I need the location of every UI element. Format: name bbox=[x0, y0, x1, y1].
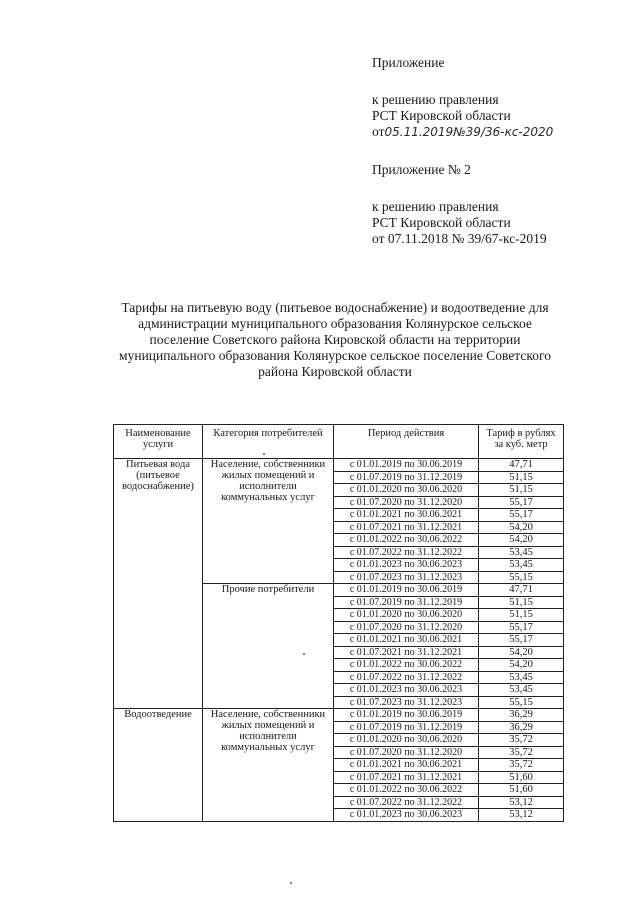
consumer-category: Население, собственники жилых помещений и исполнители коммунальных услуг bbox=[203, 459, 334, 584]
tariff-value: 54,20 bbox=[479, 534, 564, 547]
validity-period: с 01.07.2022 по 31.12.2022 bbox=[334, 796, 479, 809]
decision-label: к решению правления bbox=[372, 92, 499, 107]
tariff-value: 53,45 bbox=[479, 546, 564, 559]
validity-period: с 01.07.2019 по 31.12.2019 bbox=[334, 471, 479, 484]
tariff-value: 35,72 bbox=[479, 746, 564, 759]
validity-period: с 01.01.2021 по 30.06.2021 bbox=[334, 634, 479, 647]
scan-speck bbox=[290, 882, 292, 884]
consumer-category: Прочие потребители bbox=[203, 584, 334, 709]
tariff-value: 35,72 bbox=[479, 759, 564, 772]
appendix2-label: Приложение № 2 bbox=[372, 162, 471, 177]
appendix-label: Приложение bbox=[372, 55, 445, 70]
tariff-value: 53,12 bbox=[479, 809, 564, 822]
validity-period: с 01.07.2023 по 31.12.2023 bbox=[334, 696, 479, 709]
tariff-value: 47,71 bbox=[479, 459, 564, 472]
validity-period: с 01.01.2020 по 30.06.2020 bbox=[334, 484, 479, 497]
validity-period: с 01.07.2020 по 31.12.2020 bbox=[334, 746, 479, 759]
header-tariff: Тариф в рублях за куб. метр bbox=[479, 425, 564, 459]
tariff-value: 36,29 bbox=[479, 709, 564, 722]
table-body bbox=[114, 459, 564, 822]
validity-period: с 01.07.2020 по 31.12.2020 bbox=[334, 496, 479, 509]
tariff-value: 55,15 bbox=[479, 571, 564, 584]
from-prefix: от bbox=[372, 124, 385, 139]
appendix-header bbox=[372, 55, 622, 140]
decision2-date: от 07.11.2018 № 39/67-кс-2019 bbox=[372, 231, 547, 246]
title-line-2: администрации муниципального образования Колянурское сельское bbox=[138, 316, 532, 331]
service-name: Питьевая вода (питьевое водоснабжение) bbox=[114, 459, 203, 709]
tariff-value: 47,71 bbox=[479, 584, 564, 597]
scan-speck bbox=[303, 653, 305, 655]
header-period: Период действия bbox=[334, 425, 479, 459]
tariff-value: 53,45 bbox=[479, 671, 564, 684]
validity-period: с 01.07.2019 по 31.12.2019 bbox=[334, 596, 479, 609]
validity-period: с 01.07.2021 по 31.12.2021 bbox=[334, 521, 479, 534]
header-service: Наименование услуги bbox=[114, 425, 203, 459]
tariff-value: 54,20 bbox=[479, 646, 564, 659]
title-line-4: муниципального образования Колянурское сельское поселение Советского bbox=[119, 348, 551, 363]
validity-period: с 01.01.2021 по 30.06.2021 bbox=[334, 759, 479, 772]
tariff-value: 53,45 bbox=[479, 684, 564, 697]
tariff-value: 51,60 bbox=[479, 771, 564, 784]
title-line-5: района Кировской области bbox=[258, 364, 412, 379]
scan-speck bbox=[263, 453, 265, 455]
validity-period: с 01.01.2022 по 30.06.2022 bbox=[334, 784, 479, 797]
table-header-row bbox=[114, 425, 564, 459]
validity-period: с 01.01.2019 по 30.06.2019 bbox=[334, 459, 479, 472]
tariff-value: 55,17 bbox=[479, 509, 564, 522]
validity-period: с 01.07.2022 по 31.12.2022 bbox=[334, 671, 479, 684]
title-line-3: поселение Советского района Кировской области на территории bbox=[149, 332, 521, 347]
validity-period: с 01.01.2020 по 30.06.2020 bbox=[334, 609, 479, 622]
tariff-value: 35,72 bbox=[479, 734, 564, 747]
validity-period: с 01.01.2019 по 30.06.2019 bbox=[334, 709, 479, 722]
consumer-category: Население, собственники жилых помещений и исполнители коммунальных услуг bbox=[203, 709, 334, 822]
table-row bbox=[114, 459, 564, 472]
tariff-value: 51,15 bbox=[479, 596, 564, 609]
service-name: Водоотведение bbox=[114, 709, 203, 822]
tariff-value: 55,17 bbox=[479, 496, 564, 509]
decision2-label: к решению правления bbox=[372, 199, 499, 214]
header-category: Категория потребителей bbox=[203, 425, 334, 459]
validity-period: с 01.07.2021 по 31.12.2021 bbox=[334, 646, 479, 659]
validity-period: с 01.01.2023 по 30.06.2023 bbox=[334, 809, 479, 822]
tariff-value: 53,45 bbox=[479, 559, 564, 572]
tariff-value: 54,20 bbox=[479, 659, 564, 672]
validity-period: с 01.07.2020 по 31.12.2020 bbox=[334, 621, 479, 634]
org-name: РСТ Кировской области bbox=[372, 108, 511, 123]
decision-date-line bbox=[372, 124, 622, 140]
tariff-value: 36,29 bbox=[479, 721, 564, 734]
tariff-value: 51,60 bbox=[479, 784, 564, 797]
tariff-value: 51,15 bbox=[479, 484, 564, 497]
tariffs-table bbox=[113, 424, 564, 822]
validity-period: с 01.01.2023 по 30.06.2023 bbox=[334, 684, 479, 697]
validity-period: с 01.01.2019 по 30.06.2019 bbox=[334, 584, 479, 597]
tariff-value: 51,15 bbox=[479, 471, 564, 484]
validity-period: с 01.07.2021 по 31.12.2021 bbox=[334, 771, 479, 784]
tariff-value: 51,15 bbox=[479, 609, 564, 622]
tariff-value: 54,20 bbox=[479, 521, 564, 534]
table-row bbox=[114, 709, 564, 722]
org2-name: РСТ Кировской области bbox=[372, 215, 511, 230]
validity-period: с 01.07.2022 по 31.12.2022 bbox=[334, 546, 479, 559]
validity-period: с 01.01.2022 по 30.06.2022 bbox=[334, 659, 479, 672]
validity-period: с 01.01.2023 по 30.06.2023 bbox=[334, 559, 479, 572]
tariff-value: 55,17 bbox=[479, 634, 564, 647]
title-line-1: Тарифы на питьевую воду (питьевое водоснабжение) и водоотведение для bbox=[121, 300, 549, 315]
handwritten-date-number: 05.11.2019№39/36-кс-2020 bbox=[384, 125, 554, 139]
tariff-value: 55,15 bbox=[479, 696, 564, 709]
validity-period: с 01.01.2020 по 30.06.2020 bbox=[334, 734, 479, 747]
tariff-value: 55,17 bbox=[479, 621, 564, 634]
validity-period: с 01.07.2019 по 31.12.2019 bbox=[334, 721, 479, 734]
validity-period: с 01.07.2023 по 31.12.2023 bbox=[334, 571, 479, 584]
appendix2-header bbox=[372, 162, 622, 247]
document-title bbox=[100, 300, 570, 380]
validity-period: с 01.01.2022 по 30.06.2022 bbox=[334, 534, 479, 547]
tariff-value: 53,12 bbox=[479, 796, 564, 809]
validity-period: с 01.01.2021 по 30.06.2021 bbox=[334, 509, 479, 522]
